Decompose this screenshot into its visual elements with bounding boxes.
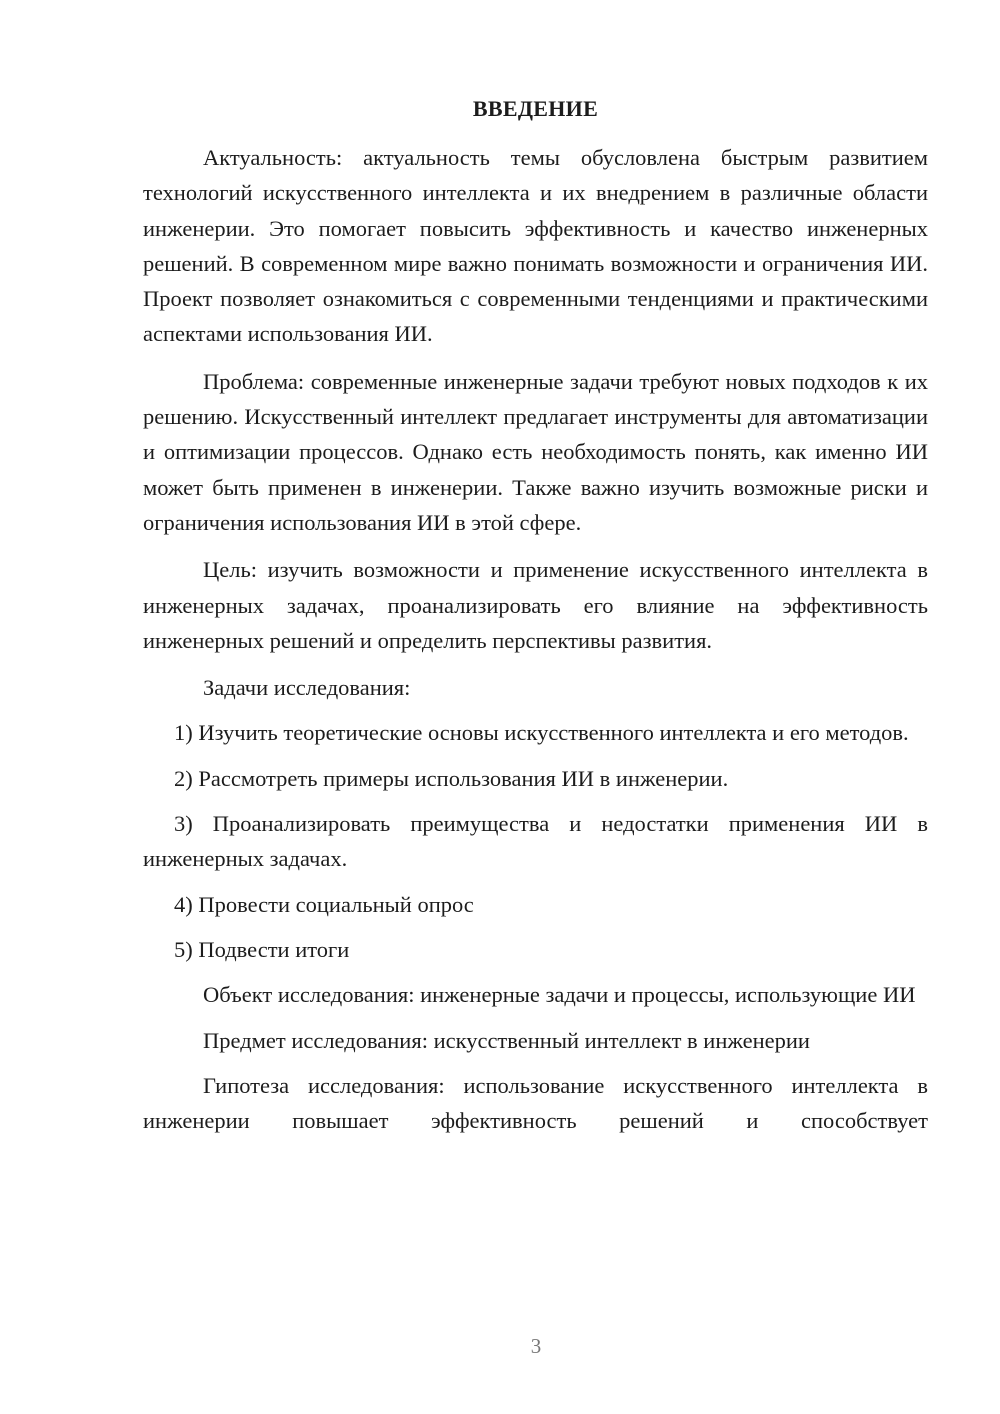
list-item-task-4: 4) Провести социальный опрос	[174, 891, 474, 917]
page-number: 3	[530, 1334, 542, 1358]
list-item-task-1: 1) Изучить теоретические основы искусственного интеллекта и его методов.	[174, 720, 909, 746]
paragraph-tasks-heading: Задачи исследования:	[203, 675, 411, 701]
section-heading: ВВЕДЕНИЕ	[472, 96, 599, 121]
paragraph-object: Объект исследования: инженерные задачи и процессы, использующие ИИ	[203, 982, 916, 1008]
paragraph-relevance: Актуальность: актуальность темы обусловлена быстрым развитием технологий искусственного интеллекта и их внедрением в различные области инженерии. Это помогает повысить эффективность и качество инженерных решений. В современном мире важно понимать возможности и ограничения ИИ. Проект позволяет ознакомиться с современными тенденциями и практическими аспектами использования ИИ.	[143, 145, 928, 347]
list-item-task-3: 3) Проанализировать преимущества и недостатки применения ИИ в инженерных задачах.	[143, 811, 928, 872]
paragraph-problem: Проблема: современные инженерные задачи требуют новых подходов к их решению. Искусственный интеллект предлагает инструменты для автоматизации и оптимизации процессов. Однако есть необходимость понять, как именно ИИ может быть применен в инженерии. Также важно изучить возможные риски и ограничения использования ИИ в этой сфере.	[143, 368, 928, 535]
paragraph-hypothesis: Гипотеза исследования: использование искусственного интеллекта в инженерии повышает эффективность решений и способствует	[143, 1072, 928, 1134]
list-item-task-2: 2) Рассмотреть примеры использования ИИ в инженерии.	[174, 765, 729, 791]
paragraph-goal: Цель: изучить возможности и применение искусственного интеллекта в инженерных задачах, проанализировать его влияние на эффективность инженерных решений и определить перспективы развития.	[143, 557, 928, 653]
page-body	[143, 92, 928, 1150]
list-item-task-5: 5) Подвести итоги	[174, 936, 350, 962]
paragraph-subject: Предмет исследования: искусственный интеллект в инженерии	[203, 1027, 810, 1053]
